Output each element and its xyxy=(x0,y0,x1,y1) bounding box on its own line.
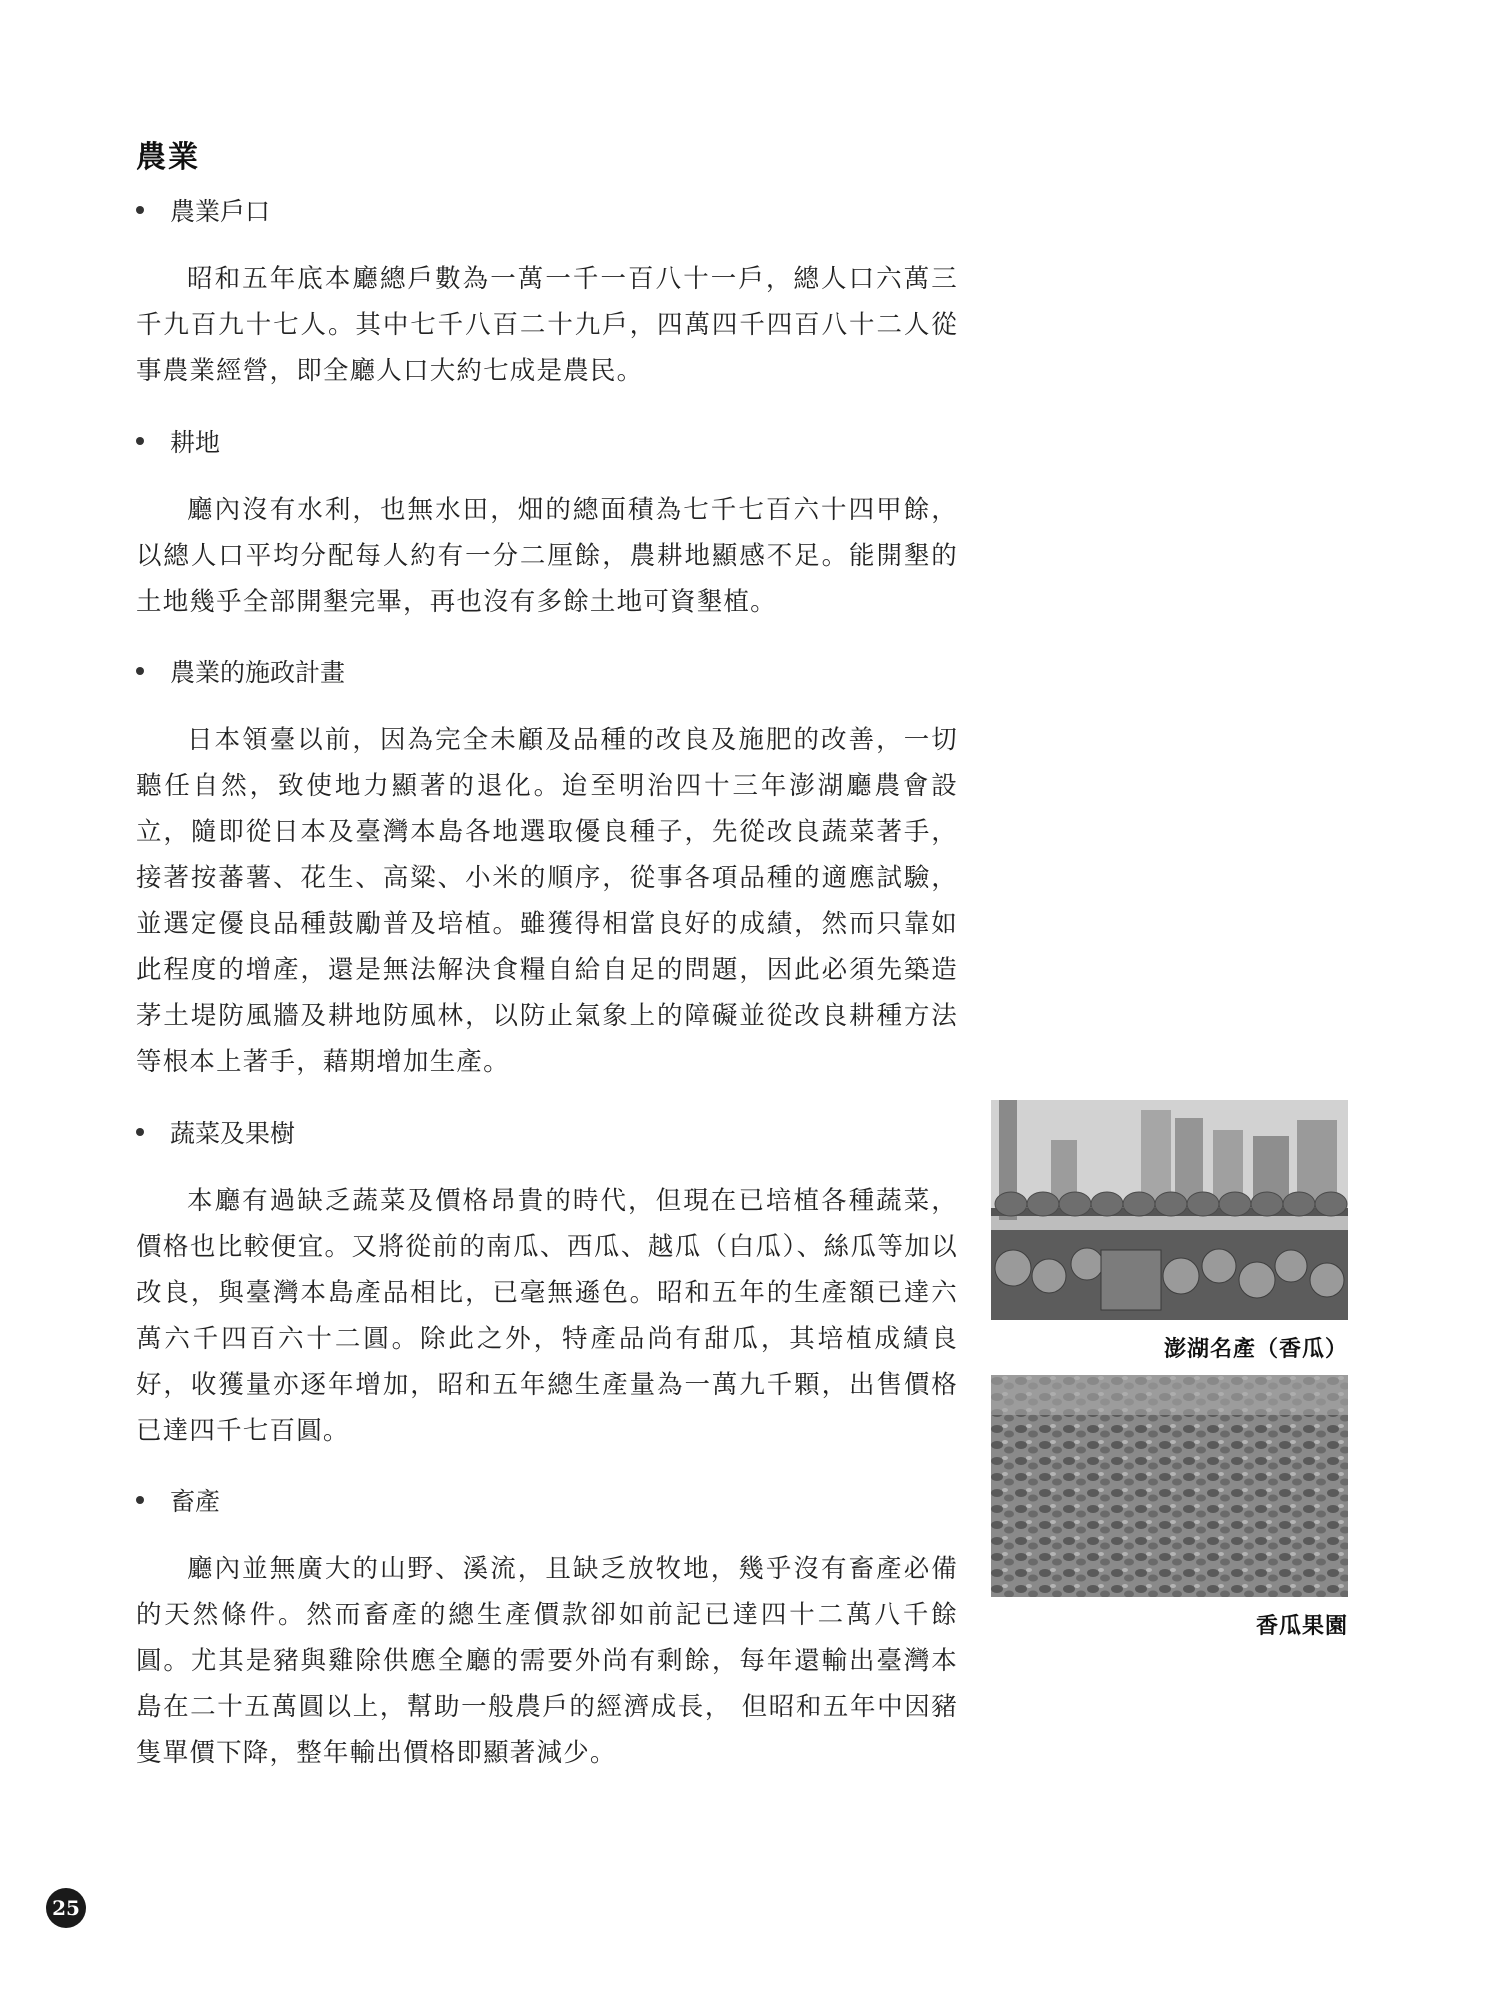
section-heading-livestock xyxy=(136,1482,220,1518)
bullet-icon xyxy=(136,1128,144,1136)
bullet-icon xyxy=(136,206,144,214)
bullet-icon xyxy=(136,437,144,445)
photo-caption: 澎湖名產（香瓜） xyxy=(1163,1336,1348,1362)
section-heading-label: 農業戶口 xyxy=(170,197,271,226)
section-heading-label: 畜產 xyxy=(170,1487,221,1516)
page-title: 農業 xyxy=(136,140,200,175)
section-heading-vegetables xyxy=(136,1114,295,1150)
section-heading-label: 耕地 xyxy=(170,428,221,457)
section-paragraph-livestock: 廳內並無廣大的山野、溪流，且缺乏放牧地，幾乎沒有畜產必備的天然條件。然而畜產的總生產價款卻如前記已達四十二萬八千餘圓。尤其是豬與雞除供應全廳的需要外尚有剩餘，每年還輸出臺灣本島在二十五萬圓以上，幫助一般農戶的經濟成長， 但昭和五年中因豬隻單價下降，整年輸出價格即顯著減少。 xyxy=(136,1554,958,1768)
bullet-icon xyxy=(136,1496,144,1504)
section-paragraph-households: 昭和五年底本廳總戶數為一萬一千一百八十一戶，總人口六萬三千九百九十七人。其中七千八百二十九戶，四萬四千四百八十二人從事農業經營，即全廳人口大約七成是農民。 xyxy=(136,264,958,386)
section-heading-label: 蔬菜及果樹 xyxy=(170,1119,296,1148)
photo-caption: 香瓜果園 xyxy=(1255,1613,1348,1639)
section-paragraph-policy: 日本領臺以前，因為完全未顧及品種的改良及施肥的改善，一切聽任自然，致使地力顯著的退化。迨至明治四十三年澎湖廳農會設立，隨即從日本及臺灣本島各地選取優良種子，先從改良蔬菜著手，接著按蕃薯、花生、高粱、小米的順序，從事各項品種的適應試驗，並選定優良品種鼓勵普及培植。雖獲得相當良好的成績，然而只靠如此程度的增產，還是無法解決食糧自給自足的問題，因此必須先築造茅土堤防風牆及耕地防風林，以防止氣象上的障礙並從改良耕種方法等根本上著手，藉期增加生產。 xyxy=(136,725,958,1077)
page-number: 25 xyxy=(46,1888,86,1928)
section-heading-policy xyxy=(136,653,345,689)
melon-market-photo xyxy=(991,1100,1348,1320)
section-heading-households xyxy=(136,192,270,228)
section-heading-label: 農業的施政計畫 xyxy=(170,658,346,687)
bullet-icon xyxy=(136,667,144,675)
section-paragraph-vegetables: 本廳有過缺乏蔬菜及價格昂貴的時代，但現在已培植各種蔬菜，價格也比較便宜。又將從前的南瓜、西瓜、越瓜（白瓜）、絲瓜等加以改良，與臺灣本島產品相比，已毫無遜色。昭和五年的生產額已達六萬六千四百六十二圓。除此之外，特產品尚有甜瓜，其培植成績良好，收獲量亦逐年增加，昭和五年總生產量為一萬九千顆，出售價格已達四千七百圓。 xyxy=(136,1186,958,1446)
melon-field-photo xyxy=(991,1375,1348,1597)
section-heading-farmland xyxy=(136,423,220,459)
section-paragraph-farmland: 廳內沒有水利，也無水田，畑的總面積為七千七百六十四甲餘，以總人口平均分配每人約有一分二厘餘，農耕地顯感不足。能開墾的土地幾乎全部開墾完畢，再也沒有多餘土地可資墾植。 xyxy=(136,495,958,617)
